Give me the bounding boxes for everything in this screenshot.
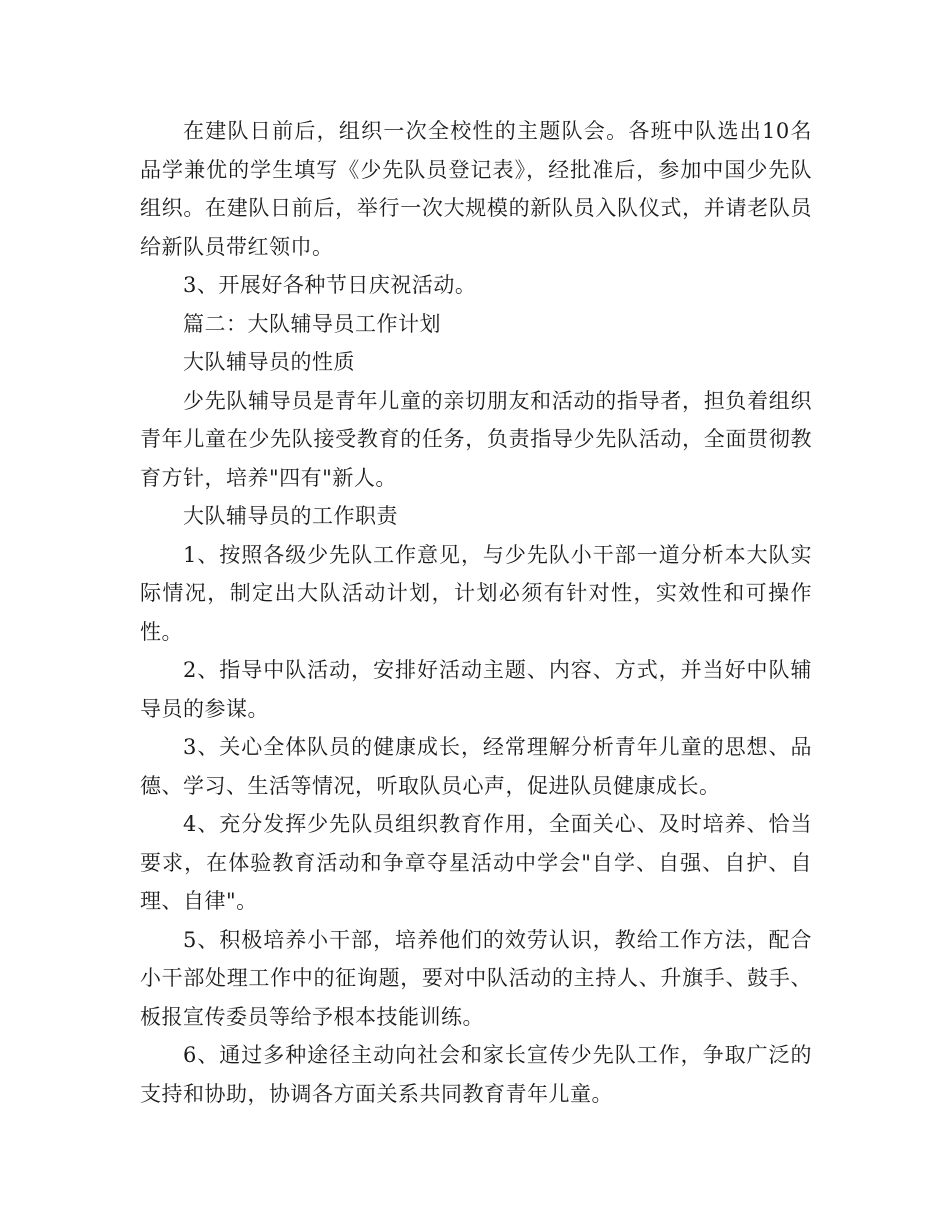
duty-item-5: 5、积极培养小干部，培养他们的效劳认识，教给工作方法，配合小干部处理工作中的征询题，要对中队活动的主持人、升旗手、鼓手、板报宣传委员等给予根本技能训练。 — [140, 927, 812, 1029]
item-festival-activities: 3、开展好各种节日庆祝活动。 — [183, 273, 477, 297]
paragraph-counselor-nature: 少先队辅导员是青年儿童的亲切朋友和活动的指导者，担负着组织青年儿童在少先队接受教育的任务，负责指导少先队活动，全面贯彻教育方针，培养"四有"新人。 — [140, 388, 812, 490]
subheading-counselor-nature: 大队辅导员的性质 — [183, 350, 355, 374]
duty-item-4: 4、充分发挥少先队员组织教育作用，全面关心、及时培养、恰当要求，在体验教育活动和争章夺星活动中学会"自学、自强、自护、自理、自律"。 — [140, 812, 812, 913]
paragraph-team-day-ceremony: 在建队日前后，组织一次全校性的主题队会。各班中队选出10名品学兼优的学生填写《少先队员登记表》，经批准后，参加中国少先队组织。在建队日前后，举行一次大规模的新队员入队仪式，并请老队员给新队员带红领巾。 — [140, 119, 812, 259]
duty-item-6: 6、通过多种途径主动向社会和家长宣传少先队工作，争取广泛的支持和协助，协调各方面关系共同教育青年儿童。 — [140, 1043, 812, 1106]
section-title-part-two: 篇二：大队辅导员工作计划 — [183, 311, 441, 336]
subheading-counselor-duties: 大队辅导员的工作职责 — [183, 504, 398, 528]
document-body — [140, 112, 812, 1113]
duty-item-3: 3、关心全体队员的健康成长，经常理解分析青年儿童的思想、品德、学习、生活等情况，听取队员心声，促进队员健康成长。 — [140, 735, 812, 798]
duty-item-1: 1、按照各级少先队工作意见，与少先队小干部一道分析本大队实际情况，制定出大队活动计划，计划必须有针对性，实效性和可操作性。 — [140, 542, 812, 644]
duty-item-2: 2、指导中队活动，安排好活动主题、内容、方式，并当好中队辅导员的参谋。 — [140, 658, 812, 721]
